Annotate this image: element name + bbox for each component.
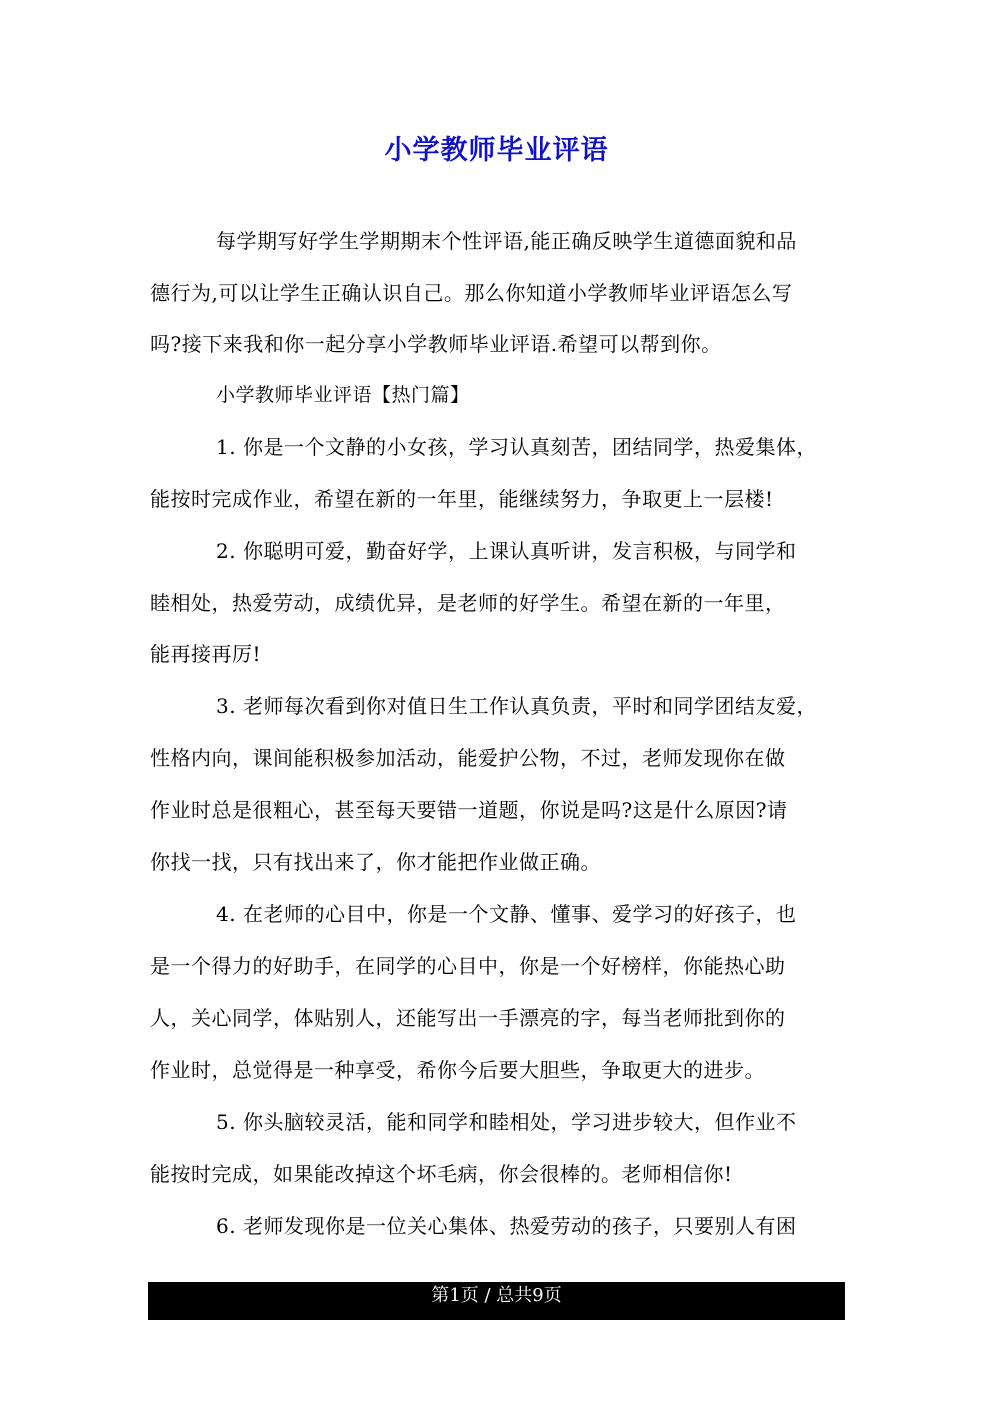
paragraph-line: 睦相处，热爱劳动，成绩优异，是老师的好学生。希望在新的一年里， [150,591,786,615]
paragraph-line: 吗?接下来我和你一起分享小学教师毕业评语.希望可以帮到你。 [150,332,722,356]
page-number-label: 第1页 / 总共9页 [431,1285,562,1306]
paragraph-line: 作业时，总觉得是一种享受，希你今后要大胆些，争取更大的进步。 [150,1058,765,1082]
paragraph-line: 能按时完成作业，希望在新的一年里，能继续努力，争取更上一层楼! [150,487,774,511]
paragraph-line: 5. 你头脑较灵活，能和同学和睦相处，学习进步较大，但作业不 [216,1110,797,1134]
paragraph-line: 人，关心同学，体贴别人，还能写出一手漂亮的字，每当老师批到你的 [150,1006,786,1030]
paragraph-line: 6. 老师发现你是一位关心集体、热爱劳动的孩子，只要别人有困 [216,1214,797,1238]
paragraph-line: 4. 在老师的心目中，你是一个文静、懂事、爱学习的好孩子，也 [216,902,797,926]
section-heading: 小学教师毕业评语【热门篇】 [216,384,470,406]
paragraph-line: 3. 老师每次看到你对值日生工作认真负责，平时和同学团结友爱， [216,694,817,718]
paragraph-line: 你找一找，只有找出来了，你才能把作业做正确。 [150,850,601,874]
paragraph-line: 性格内向，课间能积极参加活动，能爱护公物，不过，老师发现你在做 [150,746,786,770]
paragraph-line: 德行为,可以让学生正确认识自己。那么你知道小学教师毕业评语怎么写 [150,281,793,305]
paragraph-line: 2. 你聪明可爱，勤奋好学，上课认真听讲，发言积极，与同学和 [216,539,797,563]
paragraph-line: 1. 你是一个文静的小女孩，学习认真刻苦，团结同学，热爱集体， [216,435,817,459]
document-title: 小学教师毕业评语 [384,135,609,166]
paragraph-line: 能再接再厉! [150,642,262,666]
paragraph-line: 每学期写好学生学期期末个性评语,能正确反映学生道德面貌和品 [216,229,797,253]
paragraph-line: 作业时总是很粗心，甚至每天要错一道题，你说是吗?这是什么原因?请 [150,798,788,822]
page-footer [148,1282,845,1320]
paragraph-line: 能按时完成，如果能改掉这个坏毛病，你会很棒的。老师相信你! [150,1162,733,1186]
paragraph-line: 是一个得力的好助手，在同学的心目中，你是一个好榜样，你能热心助 [150,954,786,978]
